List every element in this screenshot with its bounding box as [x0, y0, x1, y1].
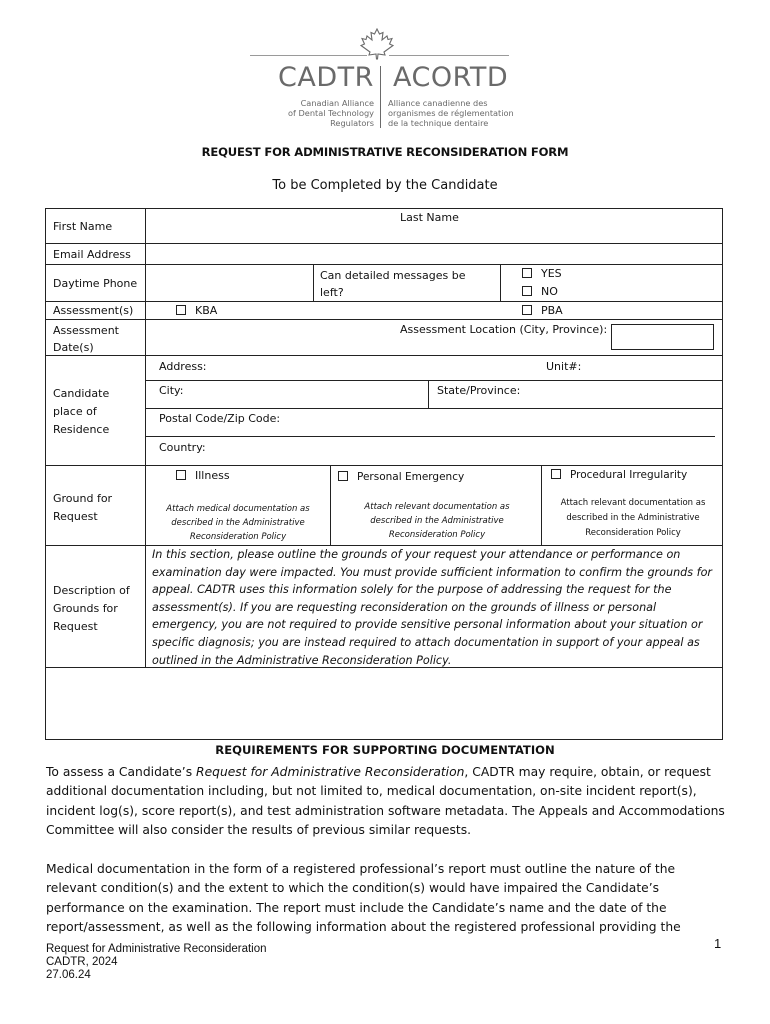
city-label: City: [159, 384, 184, 397]
messages-yes-option[interactable] [522, 267, 562, 280]
first-name-field[interactable] [147, 210, 387, 242]
pba-label: PBA [541, 304, 563, 317]
description-text-area[interactable] [47, 669, 721, 738]
personal-emergency-label: Personal Emergency [357, 471, 465, 483]
assessment-dates-label: Assessment Date(s) [53, 324, 119, 354]
address-label: Address: [159, 360, 207, 373]
personal-emergency-note: Attach relevant documentation as described in the Administrative Reconsideration Policy [364, 502, 510, 540]
first-name-label: First Name [53, 220, 113, 233]
personal-emergency-checkbox[interactable] [338, 471, 348, 481]
last-name-field[interactable] [400, 226, 718, 242]
phone-field[interactable] [147, 266, 310, 300]
unit-label: Unit#: [546, 360, 582, 373]
requirements-heading: REQUIREMENTS FOR SUPPORTING DOCUMENTATION [215, 743, 555, 757]
messages-no-option[interactable] [522, 285, 558, 298]
last-name-label: Last Name [400, 211, 459, 224]
kba-option[interactable] [176, 304, 217, 317]
phone-label: Daytime Phone [53, 277, 138, 290]
footer [46, 943, 267, 982]
country-label: Country: [159, 441, 206, 454]
procedural-irregularity-option[interactable] [551, 469, 687, 481]
logo-right-name: Alliance canadienne des organismes de réglementation de la technique dentaire [388, 98, 514, 128]
page-number: 1 [714, 936, 722, 951]
footer-org-year: CADTR, 2024 [46, 956, 118, 968]
no-checkbox[interactable] [522, 286, 532, 296]
personal-emergency-option[interactable] [338, 471, 464, 483]
assessment-location-input[interactable] [611, 324, 714, 350]
kba-checkbox[interactable] [176, 305, 186, 315]
procedural-irregularity-note: Attach relevant documentation as described in the Administrative Reconsideration Policy [560, 498, 706, 538]
requirements-paragraph-1: To assess a Candidate’s Request for Administrative Reconsideration, CADTR may require, obtain, or request additional documentation including, but not limited to, medical documentation, on-site incident report(s), incident log(s), score report(s), and test administration software metadata. The Appeals and Accommodations Committee will also consider the results of previous similar requests. [46, 765, 725, 837]
procedural-irregularity-checkbox[interactable] [551, 469, 561, 479]
footer-document-name: Request for Administrative Reconsideration [46, 943, 267, 955]
form-title: REQUEST FOR ADMINISTRATIVE RECONSIDERATION FORM [201, 145, 569, 159]
form-subtitle: To be Completed by the Candidate [272, 178, 498, 193]
state-label: State/Province: [437, 384, 521, 397]
pba-option[interactable] [522, 304, 563, 317]
email-field[interactable] [147, 245, 720, 263]
illness-checkbox[interactable] [176, 470, 186, 480]
assessment-dates-field[interactable] [147, 321, 392, 353]
postal-label: Postal Code/Zip Code: [159, 412, 281, 425]
logo-right-acronym: ACORTD [393, 62, 509, 93]
no-label: NO [541, 285, 558, 298]
residence-label: Candidate place of Residence [53, 387, 110, 436]
logo [240, 28, 540, 133]
illness-note: Attach medical documentation as described in the Administrative Reconsideration Policy [166, 504, 310, 542]
requirements-paragraph-2: Medical documentation in the form of a registered professional’s report must outline the nature of the relevant condition(s) and the extent to which the condition(s) would have impaired the Candidate’s performance on the examination. The report must include the Candidate’s name and the date of the report/assessment, as well as the following information about the registered professional providing the [46, 862, 681, 934]
illness-option[interactable] [176, 469, 230, 482]
procedural-irregularity-label: Procedural Irregularity [570, 469, 688, 481]
description-instructions: In this section, please outline the grounds of your request your attendance or performance on examination day were impacted. You must provide sufficient information to confirm the grounds for appeal. CADTR uses this information solely for the purpose of addressing the request for the assessment(s). If you are requesting reconsideration on the grounds of illness or personal emergency, you are not required to provide sensitive personal information about your situation or specific diagnosis; you are instead required to attach documentation in support of your appeal as outlined in the Administrative Reconsideration Policy. [152, 548, 713, 667]
ground-label: Ground for Request [53, 492, 113, 523]
yes-checkbox[interactable] [522, 268, 532, 278]
kba-label: KBA [195, 304, 218, 317]
footer-date: 27.06.24 [46, 969, 91, 981]
assessments-label: Assessment(s) [53, 304, 134, 317]
illness-label: Illness [195, 469, 230, 482]
logo-left-acronym: CADTR [278, 62, 374, 93]
description-label: Description of Grounds for Request [53, 584, 130, 633]
email-label: Email Address [53, 248, 131, 261]
pba-checkbox[interactable] [522, 305, 532, 315]
assessment-location-label: Assessment Location (City, Province): [400, 323, 608, 336]
yes-label: YES [541, 267, 562, 280]
messages-question: Can detailed messages be left? [320, 269, 466, 299]
logo-left-name: Canadian Alliance of Dental Technology Regulators [288, 98, 374, 128]
